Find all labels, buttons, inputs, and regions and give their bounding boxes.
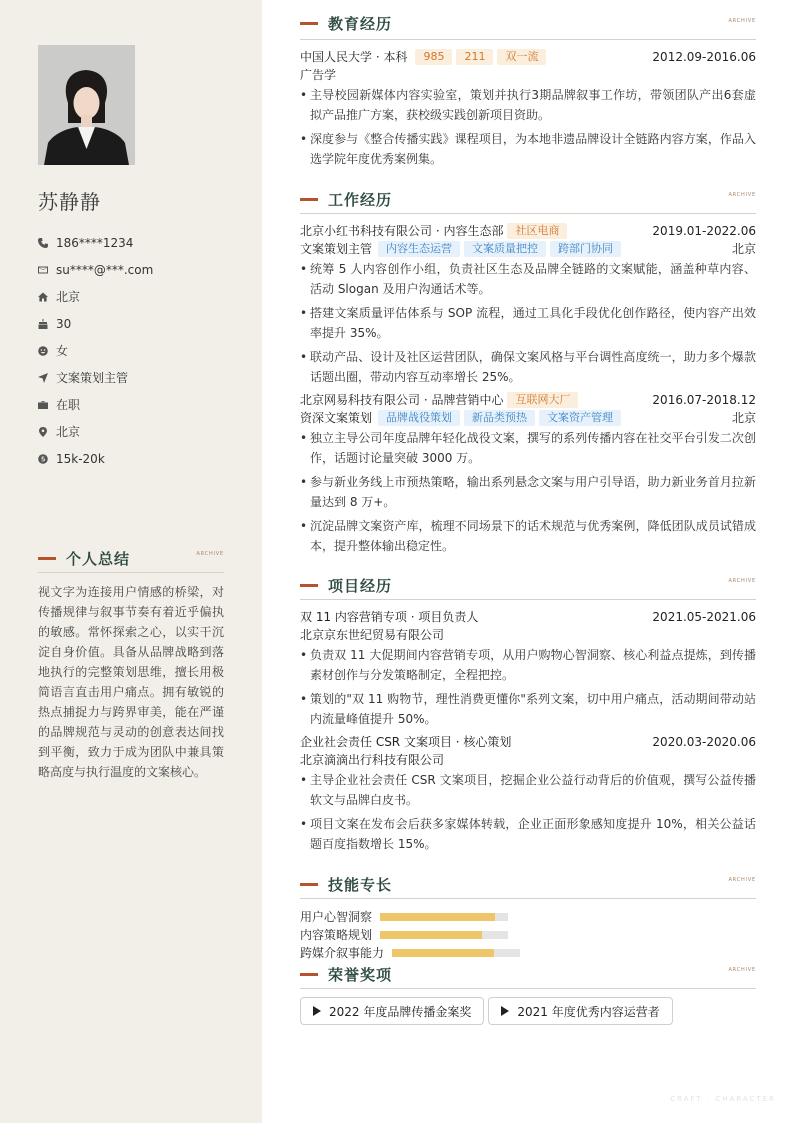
contact-age xyxy=(38,310,238,337)
contact-email xyxy=(38,256,238,283)
project-header xyxy=(300,608,756,626)
salary-icon xyxy=(38,454,56,464)
projects-section xyxy=(300,572,756,858)
major: 广告学 xyxy=(300,68,337,82)
education-date: 2012.09-2016.06 xyxy=(652,50,756,64)
portrait-image xyxy=(38,45,135,165)
section-tag: ARCHIVE xyxy=(196,551,224,557)
skill-tag: 文案质量把控 xyxy=(464,241,546,257)
education-entry-header xyxy=(300,48,756,66)
project-org: 北京滴滴出行科技有限公司 xyxy=(300,753,445,767)
mail-icon xyxy=(38,265,56,275)
cake-icon xyxy=(38,319,56,329)
contact-value: 30 xyxy=(56,316,72,331)
skill-name: 跨媒介叙事能力 xyxy=(300,946,385,960)
section-tag: ARCHIVE xyxy=(728,877,756,883)
section-accent-bar xyxy=(38,557,56,560)
section-accent-bar xyxy=(300,973,318,976)
project-date: 2020.03-2020.06 xyxy=(652,735,756,749)
bullet-item: • 深度参与《整合传播实践》课程项目，为本地非遗品牌设计全链路内容方案，作品入选学院年度优秀案例集。 xyxy=(300,129,756,169)
job-role-row xyxy=(300,240,756,258)
job-entry xyxy=(300,222,756,387)
bullet-item: • 统筹 5 人内容创作小组，负责社区生态及品牌全链路的文案赋能，涵盖种草内容、活动 Slogan 及用户沟通话术等。 xyxy=(300,259,756,299)
section-accent-bar xyxy=(300,883,318,886)
work-section xyxy=(300,186,756,560)
job-role-row xyxy=(300,409,756,427)
award-label: 2022 年度品牌传播金案奖 xyxy=(329,1004,472,1019)
skill-tag: 品牌战役策划 xyxy=(378,410,460,426)
play-icon xyxy=(313,1006,321,1016)
briefcase-icon xyxy=(38,400,56,410)
section-tag: ARCHIVE xyxy=(728,18,756,24)
skill-list xyxy=(300,908,756,962)
bullet-item: • 项目文案在发布会后获多家媒体转载，企业正面形象感知度提升 10%，相关公益话题百度指数增长 15%。 xyxy=(300,814,756,854)
skill-tag: 文案资产管理 xyxy=(539,410,621,426)
summary-text: 视文字为连接用户情感的桥梁，对传播规律与叙事节奏有着近乎偏执的敏感。常怀探索之心，以实干沉淀自身价值。具备从品牌战略到落地执行的完整策划思维，擅长用极简语言直击用户痛点。拥有敏锐的热点捕捉力与跨界审美，能在严谨的品牌规范与灵动的创意表达间找到平衡，致力于成为团队中兼具策略高度与执行温度的文案核心。 xyxy=(38,585,224,779)
award-item[interactable] xyxy=(300,997,484,1025)
project-entry xyxy=(300,733,756,854)
bullet-item: • 沉淀品牌文案资产库，梳理不同场景下的话术规范与优秀案例，降低团队成员试错成本，提升整体输出稳定性。 xyxy=(300,516,756,556)
project-bullets xyxy=(300,770,756,854)
section-tag: ARCHIVE xyxy=(728,192,756,198)
contact-city xyxy=(38,283,238,310)
project-name: 企业社会责任 CSR 文案项目 · 核心策划 xyxy=(300,735,512,749)
phone-icon xyxy=(38,238,56,248)
job-header xyxy=(300,222,756,240)
skill-bar-fill xyxy=(380,931,482,939)
job-entry xyxy=(300,391,756,556)
contact-value: 在职 xyxy=(56,398,81,412)
education-major-row xyxy=(300,66,756,84)
education-bullets xyxy=(300,85,756,169)
section-title: 工作经历 xyxy=(328,191,393,209)
section-header xyxy=(300,186,756,214)
project-header xyxy=(300,733,756,751)
summary-section xyxy=(38,545,224,782)
award-label: 2021 年度优秀内容运营者 xyxy=(517,1004,660,1019)
bullet-item: • 独立主导公司年度品牌年轻化战役文案，撰写的系列传播内容在社交平台引发二次创作，话题讨论量突破 3000 万。 xyxy=(300,428,756,468)
skill-tag: 跨部门协同 xyxy=(550,241,621,257)
job-date: 2019.01-2022.06 xyxy=(652,224,756,238)
contact-position xyxy=(38,364,238,391)
home-icon xyxy=(38,292,56,302)
skill-bar-fill xyxy=(392,949,494,957)
contact-value: 北京 xyxy=(56,290,81,304)
school-badge: 双一流 xyxy=(497,49,546,65)
contact-value: 15k-20k xyxy=(56,451,105,466)
job-header xyxy=(300,391,756,409)
play-icon xyxy=(501,1006,509,1016)
skill-item xyxy=(300,926,530,944)
watermark: CRAFT · CHARACTER xyxy=(670,1095,776,1103)
section-title: 项目经历 xyxy=(328,577,393,595)
bullet-item: • 参与新业务线上市预热策略，输出系列悬念文案与用户引导语，助力新业务首月拉新量达到 8 万+。 xyxy=(300,472,756,512)
job-bullets xyxy=(300,259,756,387)
job-role: 资深文案策划 xyxy=(300,411,373,425)
job-city: 北京 xyxy=(731,242,756,256)
project-entry xyxy=(300,608,756,729)
project-org-row xyxy=(300,751,756,769)
location-icon xyxy=(38,427,56,437)
skill-bar xyxy=(380,931,508,939)
project-date: 2021.05-2021.06 xyxy=(652,610,756,624)
award-list xyxy=(300,997,756,1025)
project-org: 北京京东世纪贸易有限公司 xyxy=(300,628,445,642)
project-org-row xyxy=(300,626,756,644)
contact-value: 186****1234 xyxy=(56,235,134,250)
section-accent-bar xyxy=(300,584,318,587)
industry-badge: 社区电商 xyxy=(507,223,567,239)
section-tag: ARCHIVE xyxy=(728,967,756,973)
honors-section xyxy=(300,961,756,1025)
award-item[interactable] xyxy=(488,997,672,1025)
bullet-item: • 主导企业社会责任 CSR 文案项目，挖掘企业公益行动背后的价值观，撰写公益传播软文与品牌白皮书。 xyxy=(300,770,756,810)
contact-list xyxy=(38,229,238,472)
section-title: 教育经历 xyxy=(328,15,393,33)
school-name: 中国人民大学 · 本科 xyxy=(300,50,408,64)
skill-bar xyxy=(392,949,520,957)
job-date: 2016.07-2018.12 xyxy=(652,393,756,407)
section-header xyxy=(300,871,756,899)
bullet-item: • 策划的"双 11 购物节，理性消费更懂你"系列文案，切中用户痛点，活动期间带动站内流量峰值提升 50%。 xyxy=(300,689,756,729)
school-badge: 211 xyxy=(456,49,493,65)
section-header xyxy=(300,572,756,600)
skill-tag: 内容生态运营 xyxy=(378,241,460,257)
company-name: 北京小红书科技有限公司 · 内容生态部 xyxy=(300,224,504,238)
contact-phone xyxy=(38,229,238,256)
contact-value: 女 xyxy=(56,344,69,358)
skill-item xyxy=(300,908,530,926)
section-header xyxy=(300,961,756,989)
skill-name: 用户心智洞察 xyxy=(300,910,373,924)
job-role: 文案策划主管 xyxy=(300,242,373,256)
profile-photo xyxy=(38,45,135,165)
section-accent-bar xyxy=(300,22,318,25)
contact-location xyxy=(38,418,238,445)
send-icon xyxy=(38,373,56,383)
candidate-name: 苏静静 xyxy=(38,190,101,214)
contact-value: su****@***.com xyxy=(56,262,154,277)
contact-salary xyxy=(38,445,238,472)
section-accent-bar xyxy=(300,198,318,201)
section-title: 个人总结 xyxy=(66,550,131,568)
contact-status xyxy=(38,391,238,418)
section-title: 荣誉奖项 xyxy=(328,966,393,984)
skill-name: 内容策略规划 xyxy=(300,928,373,942)
job-city: 北京 xyxy=(731,411,756,425)
skills-section xyxy=(300,871,756,962)
industry-badge: 互联网大厂 xyxy=(507,392,578,408)
job-bullets xyxy=(300,428,756,556)
bullet-item: • 搭建文案质量评估体系与 SOP 流程，通过工具化手段优化创作路径，使内容产出效率提升 35%。 xyxy=(300,303,756,343)
contact-value: 北京 xyxy=(56,425,81,439)
bullet-item: • 主导校园新媒体内容实验室，策划并执行3期品牌叙事工作坊，带领团队产出6套虚拟产品推广方案，获校级实践创新项目资助。 xyxy=(300,85,756,125)
skill-item xyxy=(300,944,530,962)
contact-value: 文案策划主管 xyxy=(56,371,129,385)
bullet-item: • 联动产品、设计及社区运营团队，确保文案风格与平台调性高度统一，助力多个爆款话题出圈，带动内容互动率增长 25%。 xyxy=(300,347,756,387)
section-tag: ARCHIVE xyxy=(728,578,756,584)
contact-gender xyxy=(38,337,238,364)
skill-bar xyxy=(380,913,508,921)
project-bullets xyxy=(300,645,756,729)
education-section xyxy=(300,8,756,173)
skill-tag: 新品类预热 xyxy=(464,410,535,426)
school-badge: 985 xyxy=(415,49,452,65)
section-header xyxy=(300,8,756,40)
bullet-item: • 负责双 11 大促期间内容营销专项，从用户购物心智洞察、核心利益点提炼，到传播素材创作与分发策略制定，全程把控。 xyxy=(300,645,756,685)
section-title: 技能专长 xyxy=(328,876,393,894)
company-name: 北京网易科技有限公司 · 品牌营销中心 xyxy=(300,393,504,407)
main-content xyxy=(262,0,794,1123)
section-header xyxy=(38,545,224,573)
project-name: 双 11 内容营销专项 · 项目负责人 xyxy=(300,610,479,624)
gender-icon xyxy=(38,346,56,356)
skill-bar-fill xyxy=(380,913,495,921)
sidebar xyxy=(0,0,262,1123)
